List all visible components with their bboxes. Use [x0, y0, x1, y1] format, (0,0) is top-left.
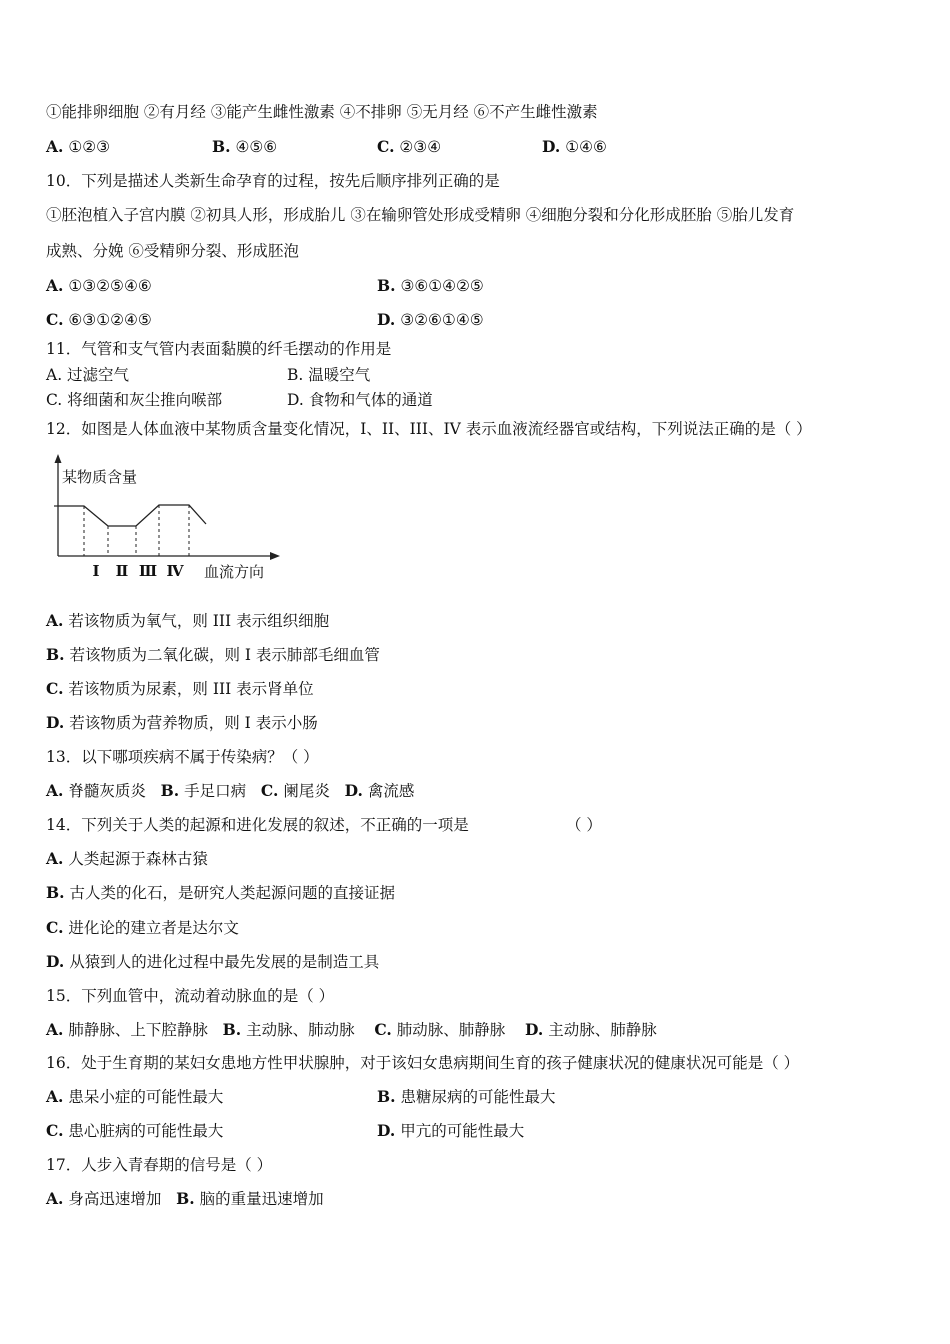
choice-text: 若该物质为营养物质，则 I 表示小肠	[69, 714, 318, 732]
choice-letter: B.	[176, 1189, 195, 1208]
choice-text: 患呆小症的可能性最大	[68, 1088, 224, 1106]
choice-text: 甲亢的可能性最大	[400, 1122, 525, 1140]
q9-options-line: ①能排卵细胞 ②有月经 ③能产生雌性激素 ④不排卵 ⑤无月经 ⑥不产生雌性激素	[46, 103, 598, 121]
choice-letter: A.	[46, 1020, 64, 1039]
choice-text: 脑的重量迅速增加	[199, 1190, 324, 1208]
q10-choice-a	[46, 276, 152, 296]
q12-choice-a	[46, 611, 329, 631]
q9-choice-a	[46, 137, 110, 157]
choice-letter: D.	[542, 137, 561, 156]
choice-text: 主动脉、肺动脉	[246, 1021, 355, 1039]
choice-letter: D.	[46, 952, 65, 971]
choice-letter: D.	[46, 713, 65, 732]
q16-choice-c	[46, 1121, 223, 1141]
choice-text: ③⑥①④②⑤	[400, 277, 484, 295]
choice-letter: C.	[46, 679, 64, 698]
choice-letter: C.	[46, 310, 64, 329]
q13-stem: 13．以下哪项疾病不属于传染病？（ ）	[46, 748, 319, 766]
q12-stem: 12．如图是人体血液中某物质含量变化情况，I、II、III、IV 表示血液流经器官或结构，下列说法正确的是（ ）	[46, 420, 812, 438]
segment-label-ii: Ⅱ	[115, 562, 129, 580]
choice-text: ①②③	[68, 138, 111, 156]
content-curve	[58, 505, 206, 526]
choice-letter: C.	[46, 1121, 64, 1140]
choice-letter: B.	[377, 1087, 396, 1106]
choice-letter: A.	[46, 1189, 64, 1208]
choice-letter: D.	[524, 1020, 544, 1039]
choice-text: 患糖尿病的可能性最大	[400, 1088, 556, 1106]
choice-text: ②③④	[399, 138, 442, 156]
q10-choice-b	[377, 276, 484, 296]
q10-choice-d	[377, 310, 484, 330]
choice-letter: B.	[222, 1020, 242, 1039]
choice-letter: A.	[46, 611, 64, 630]
q11-choice-a: A. 过滤空气	[46, 366, 130, 384]
q14-bracket: （ ）	[566, 816, 602, 834]
q15-choices	[46, 1020, 657, 1040]
q14-choice-c	[46, 918, 239, 938]
choice-letter: B.	[212, 137, 231, 156]
q14-stem: 14．下列关于人类的起源和进化发展的叙述，不正确的一项是	[46, 816, 469, 834]
choice-letter: C.	[377, 137, 395, 156]
choice-text: 若该物质为尿素，则 III 表示肾单位	[68, 680, 314, 698]
q10-stem: 10．下列是描述人类新生命孕育的过程，按先后顺序排列正确的是	[46, 172, 500, 190]
choice-letter: D.	[344, 781, 363, 800]
q10-items-line1: ①胚泡植入子宫内膜 ②初具人形，形成胎儿 ③在输卵管处形成受精卵 ④细胞分裂和分化形成胚胎 ⑤胎儿发育	[46, 206, 795, 224]
choice-text: 手足口病	[184, 782, 247, 800]
q12-choice-c	[46, 679, 314, 699]
q13-choices	[46, 781, 414, 801]
choice-text: ③②⑥①④⑤	[400, 311, 484, 329]
choice-letter: B.	[160, 781, 180, 800]
choice-letter: B.	[377, 276, 396, 295]
choice-letter: A.	[46, 276, 64, 295]
choice-text: 古人类的化石，是研究人类起源问题的直接证据	[69, 884, 395, 902]
q16-choice-a	[46, 1087, 223, 1107]
choice-letter: C.	[46, 918, 64, 937]
choice-letter: A.	[46, 137, 64, 156]
q14-choice-b	[46, 883, 395, 903]
choice-text: 从猿到人的进化过程中最先发展的是制造工具	[69, 953, 380, 971]
q9-choice-b	[212, 137, 277, 157]
choice-text: 阑尾炎	[283, 782, 330, 800]
q9-choice-d	[542, 137, 607, 157]
choice-text: 肺静脉、上下腔静脉	[68, 1021, 208, 1039]
choice-text: ①④⑥	[565, 138, 607, 156]
choice-text: 患心脏病的可能性最大	[68, 1122, 224, 1140]
q17-stem: 17．人步入青春期的信号是（ ）	[46, 1156, 273, 1174]
choice-letter: A.	[46, 781, 64, 800]
choice-text: 身高迅速增加	[68, 1190, 162, 1208]
segment-label-iv: Ⅳ	[166, 562, 184, 580]
choice-letter: C.	[374, 1020, 392, 1039]
y-axis-arrow	[55, 454, 62, 463]
choice-letter: C.	[260, 781, 279, 800]
q14-choice-a	[46, 849, 208, 869]
choice-letter: D.	[377, 310, 396, 329]
segment-label-iii: Ⅲ	[138, 562, 158, 580]
choice-text: 若该物质为二氧化碳，则 I 表示肺部毛细血管	[69, 646, 380, 664]
choice-text: 禽流感	[367, 782, 415, 800]
q10-items-line2: 成熟、分娩 ⑥受精卵分裂、形成胚泡	[46, 242, 299, 260]
choice-text: 进化论的建立者是达尔文	[68, 919, 239, 937]
q11-choice-c: C. 将细菌和灰尘推向喉部	[46, 391, 223, 409]
choice-text: 脊髓灰质炎	[68, 782, 146, 800]
choice-text: ④⑤⑥	[235, 138, 278, 156]
choice-text: ①③②⑤④⑥	[68, 277, 152, 295]
choice-text: 人类起源于森林古猿	[68, 850, 208, 868]
chart-xlabel: 血流方向	[204, 563, 265, 581]
choice-letter: B.	[46, 883, 65, 902]
choice-letter: B.	[46, 645, 65, 664]
x-axis-arrow	[270, 552, 280, 560]
chart-ylabel: 某物质含量	[62, 468, 138, 486]
q11-stem: 11．气管和支气管内表面黏膜的纤毛摆动的作用是	[46, 340, 392, 358]
q14-choice-d	[46, 952, 379, 972]
q9-choice-c	[377, 137, 441, 157]
q16-stem: 16．处于生育期的某妇女患地方性甲状腺肿，对于该妇女患病期间生育的孩子健康状况的健康状况可能是（ ）	[46, 1054, 800, 1072]
q15-stem: 15．下列血管中，流动着动脉血的是（ ）	[46, 987, 335, 1005]
choice-text: 肺动脉、肺静脉	[396, 1021, 506, 1039]
q17-choices	[46, 1189, 324, 1209]
q16-choice-b	[377, 1087, 555, 1107]
q10-choice-c	[46, 310, 152, 330]
choice-letter: D.	[377, 1121, 396, 1140]
q12-content-chart	[46, 452, 286, 582]
q12-choice-b	[46, 645, 380, 665]
choice-letter: A.	[46, 1087, 64, 1106]
choice-letter: A.	[46, 849, 64, 868]
q11-choice-b: B. 温暖空气	[287, 366, 371, 384]
q11-choice-d: D. 食物和气体的通道	[287, 391, 433, 409]
segment-label-i: Ⅰ	[92, 562, 100, 580]
choice-text: 若该物质为氧气，则 III 表示组织细胞	[68, 612, 330, 630]
choice-text: ⑥③①②④⑤	[68, 311, 152, 329]
choice-text: 主动脉、肺静脉	[548, 1021, 657, 1039]
q12-choice-d	[46, 713, 318, 733]
q16-choice-d	[377, 1121, 524, 1141]
